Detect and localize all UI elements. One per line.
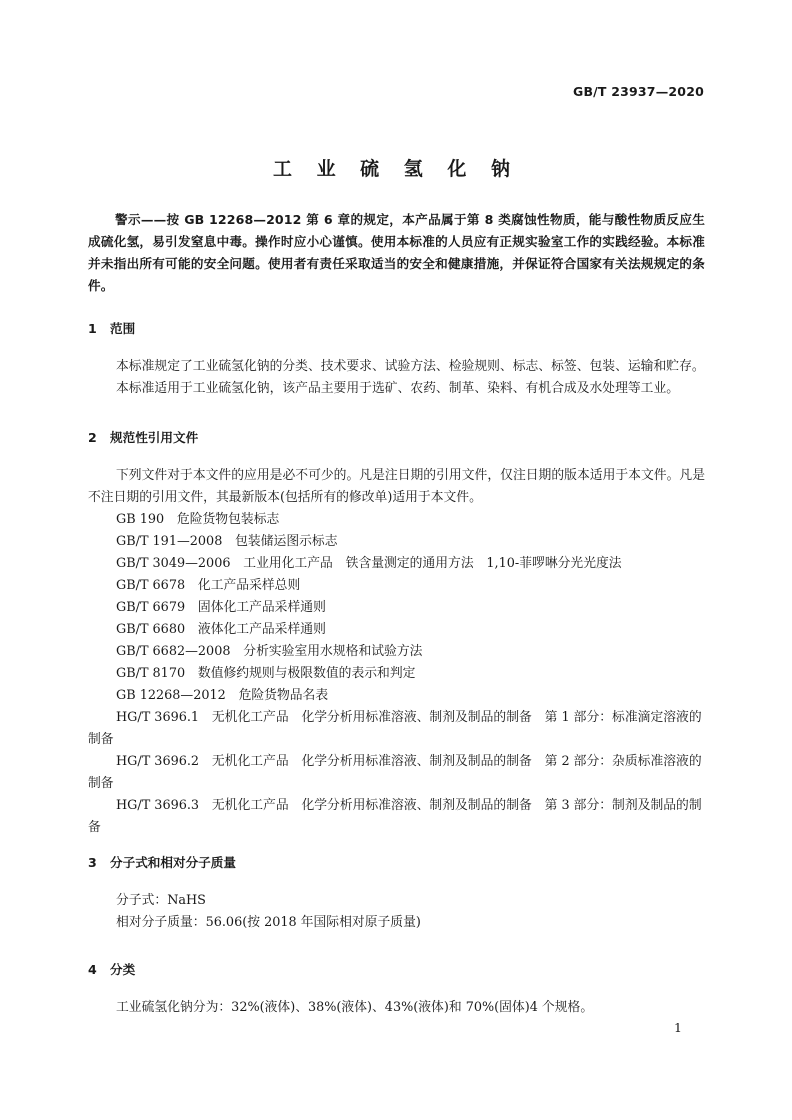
- section-1-heading: [88, 318, 135, 337]
- section-title: 分类: [110, 962, 136, 977]
- section-1-paragraph-1: 本标准规定了工业硫氢化钠的分类、技术要求、试验方法、检验规则、标志、标签、包装、运输和贮存。: [116, 359, 705, 374]
- reference-item: GB/T 8170 数值修约规则与极限数值的表示和判定: [116, 666, 416, 681]
- reference-item: GB 190 危险货物包装标志: [116, 512, 280, 527]
- section-title: 分子式和相对分子质量: [110, 855, 236, 870]
- reference-item: GB/T 3049—2006 工业用化工产品 铁含量测定的通用方法 1,10-菲啰啉分光光度法: [116, 556, 622, 571]
- section-4-paragraph-1: 工业硫氢化钠分为：32%(液体)、38%(液体)、43%(液体)和 70%(固体)4 个规格。: [116, 1000, 594, 1015]
- reference-item: HG/T 3696.1 无机化工产品 化学分析用标准溶液、制剂及制品的制备 第 1 部分：标准滴定溶液的制备: [88, 710, 702, 747]
- section-number: 3: [88, 855, 97, 870]
- section-title: 范围: [110, 321, 136, 336]
- standard-code: GB/T 23937—2020: [572, 84, 704, 99]
- document-title: 工 业 硫 氢 化 钠: [272, 158, 520, 180]
- reference-item: GB/T 6678 化工产品采样总则: [116, 578, 301, 593]
- section-3-heading: [88, 852, 236, 871]
- reference-item: HG/T 3696.3 无机化工产品 化学分析用标准溶液、制剂及制品的制备 第 3 部分：制剂及制品的制备: [88, 798, 702, 835]
- reference-item: GB/T 6682—2008 分析实验室用水规格和试验方法: [116, 644, 423, 659]
- reference-item: HG/T 3696.2 无机化工产品 化学分析用标准溶液、制剂及制品的制备 第 2 部分：杂质标准溶液的制备: [88, 754, 702, 791]
- warning-paragraph: 警示——按 GB 12268—2012 第 6 章的规定，本产品属于第 8 类腐蚀性物质，能与酸性物质反应生成硫化氢，易引发窒息中毒。操作时应小心谨慎。使用本标准的人员应有正规实验室工作的实践经验。本标准并未指出所有可能的安全问题。使用者有责任采取适当的安全和健康措施，并保证符合国家有关法规规定的条件。: [88, 212, 705, 293]
- molecular-formula: 分子式：NaHS: [116, 893, 206, 908]
- section-number: 1: [88, 321, 97, 336]
- section-number: 4: [88, 962, 97, 977]
- section-title: 规范性引用文件: [110, 430, 199, 445]
- page-number: 1: [674, 1020, 682, 1035]
- reference-item: GB/T 6679 固体化工产品采样通则: [116, 600, 326, 615]
- reference-item: GB 12268—2012 危险货物品名表: [116, 688, 329, 703]
- section-1-paragraph-2: 本标准适用于工业硫氢化钠，该产品主要用于选矿、农药、制革、染料、有机合成及水处理等工业。: [116, 381, 680, 396]
- section-4-heading: [88, 959, 135, 978]
- section-2-intro: 下列文件对于本文件的应用是必不可少的。凡是注日期的引用文件，仅注日期的版本适用于本文件。凡是不注日期的引用文件，其最新版本(包括所有的修改单)适用于本文件。: [88, 468, 705, 505]
- reference-item: GB/T 6680 液体化工产品采样通则: [116, 622, 326, 637]
- section-number: 2: [88, 430, 97, 445]
- reference-item: GB/T 191—2008 包装储运图示标志: [116, 534, 338, 549]
- relative-molecular-mass: 相对分子质量：56.06(按 2018 年国际相对原子质量): [116, 915, 421, 930]
- section-2-heading: [88, 427, 198, 446]
